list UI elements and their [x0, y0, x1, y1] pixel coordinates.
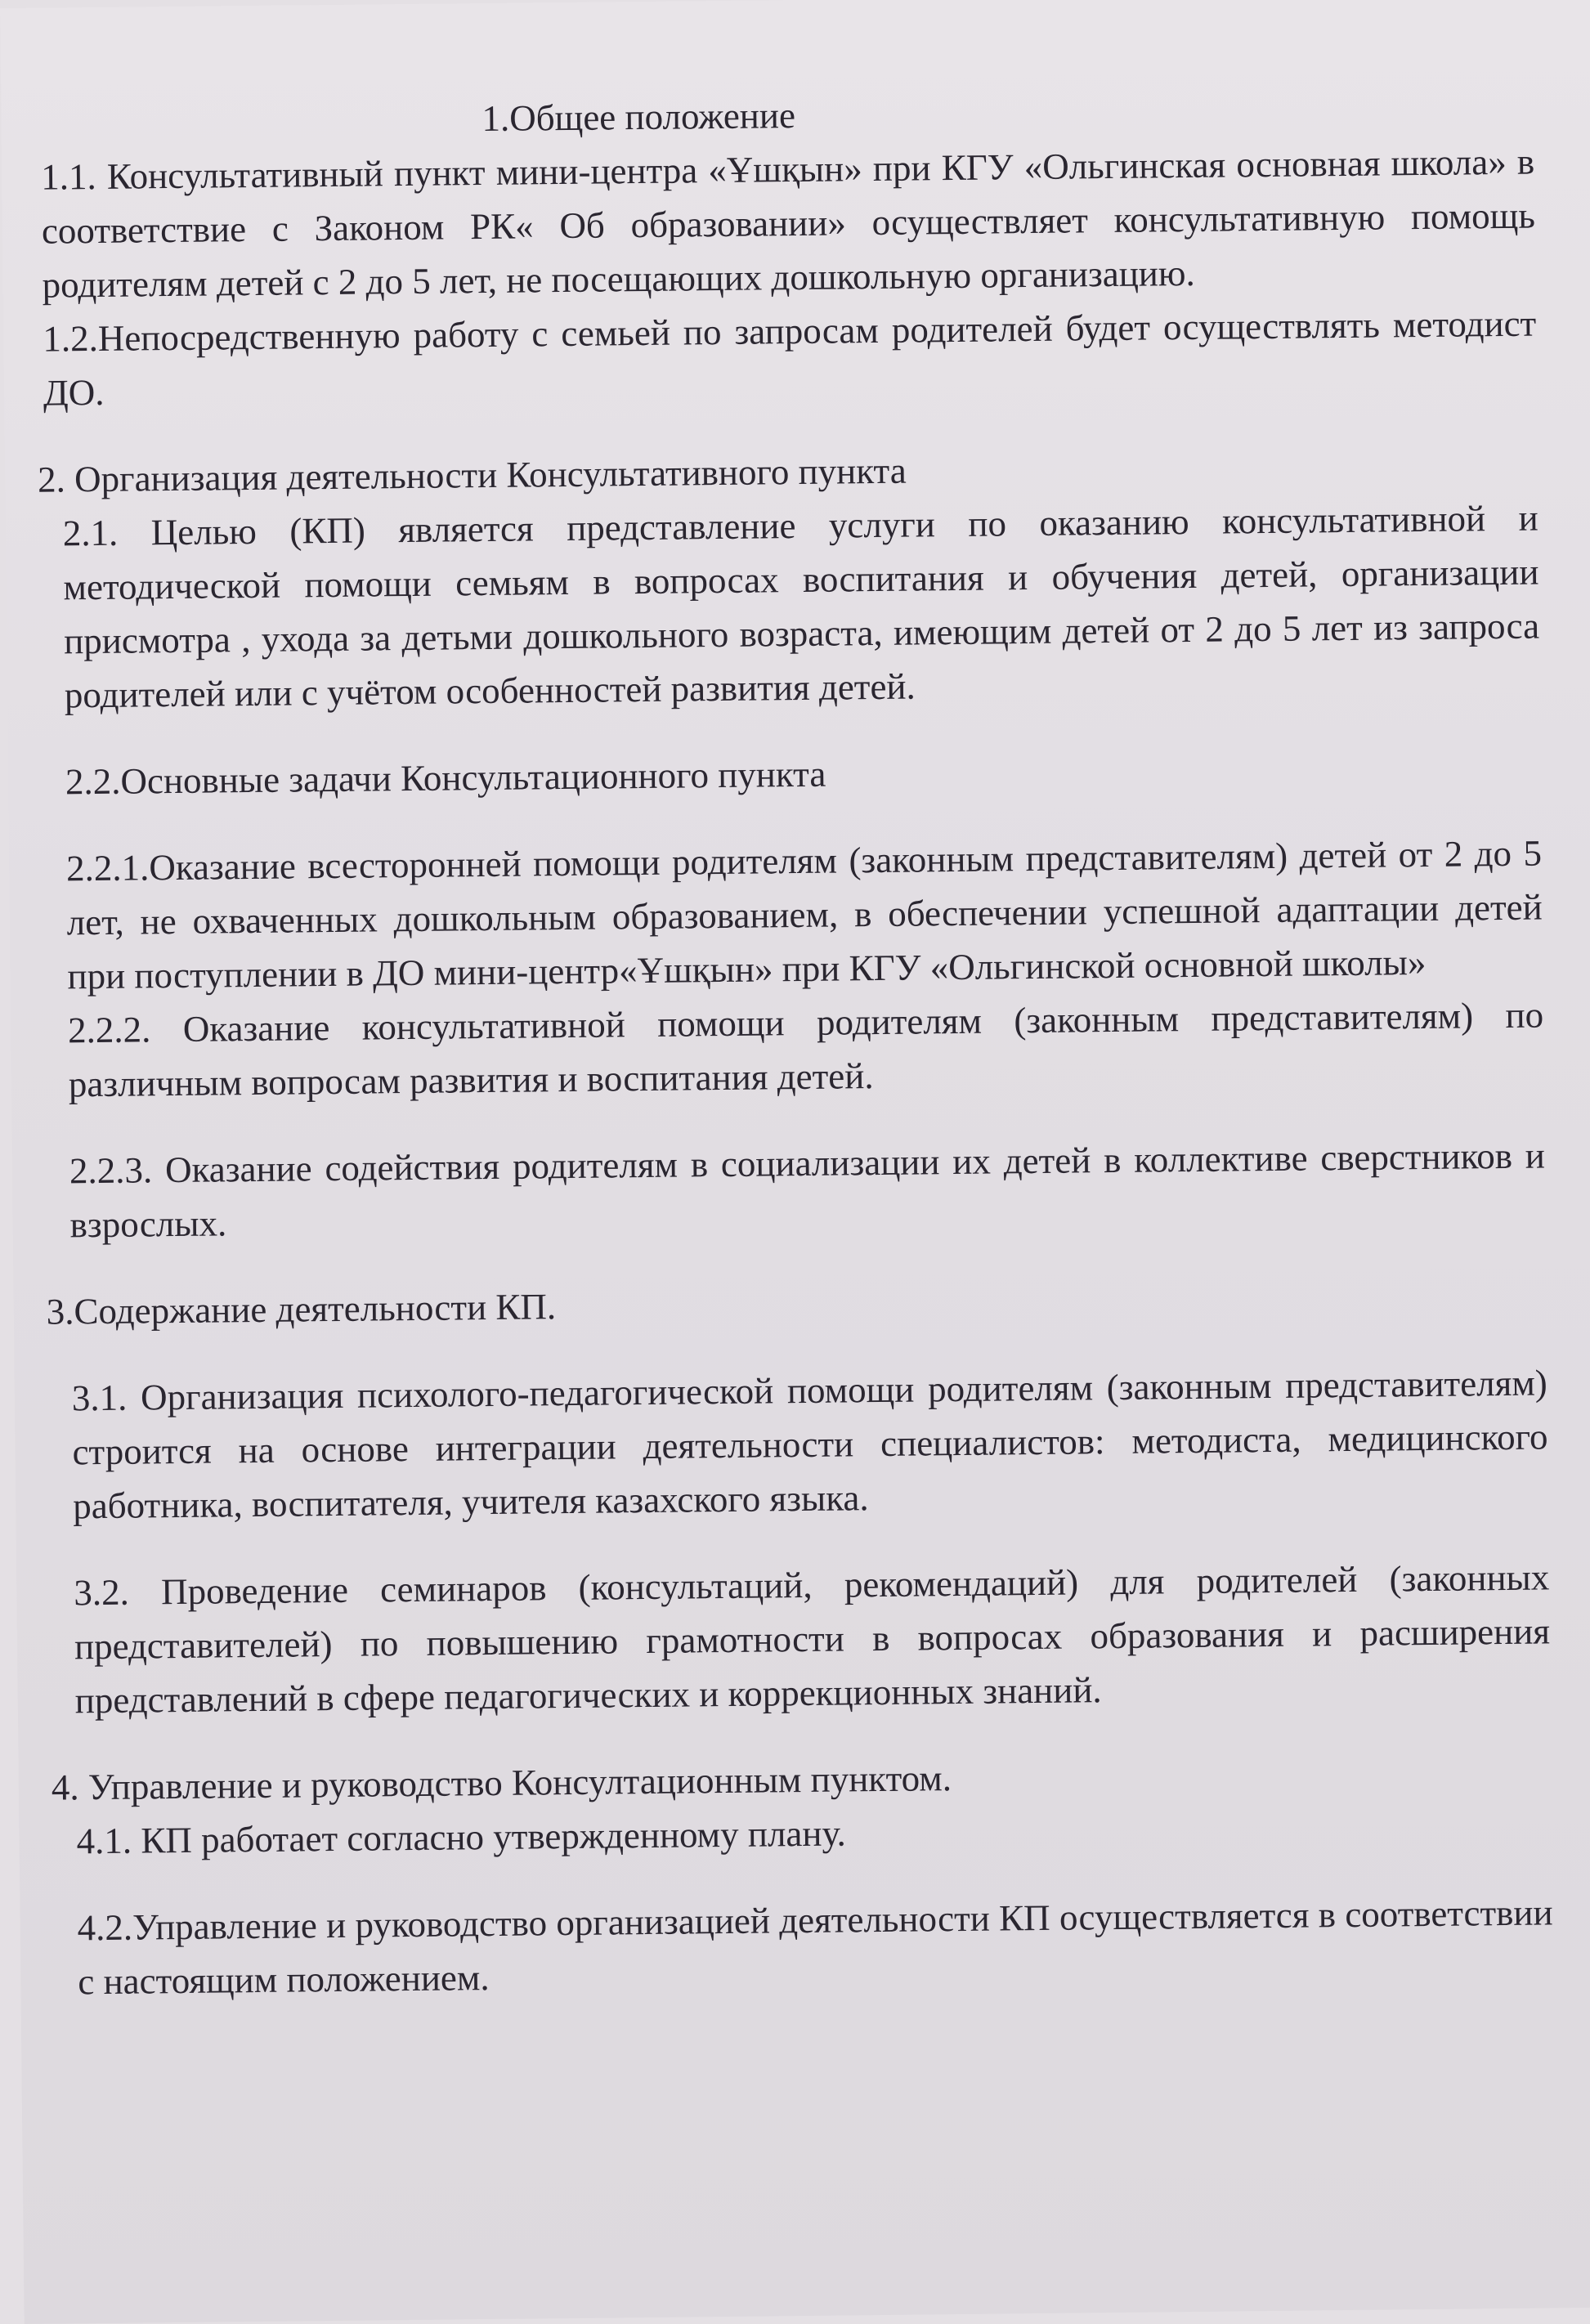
section-4	[52, 1744, 1554, 2008]
section-1	[34, 135, 1537, 420]
section-3	[46, 1269, 1551, 1727]
section-2-heading: 2. Организация деятельности Консультативного пункта	[37, 450, 907, 500]
section-4-heading: 4. Управление и руководство Консултационным пунктом.	[51, 1758, 952, 1808]
paragraph-2-2-3: 2.2.3. Оказание содействия родителям в социализации их детей в коллективе сверстников и взрослых.	[69, 1135, 1546, 1246]
paragraph-3-1: 3.1. Организация психолого-педагогической помощи родителям (законным представителям) строится на основе интеграции деятельности специалистов: методиста, медицинского работника, воспитателя, учителя казахского языка.	[71, 1362, 1548, 1527]
paragraph-1-2: 1.2.Непосредственную работу с семьей по запросам родителей будет осуществлять методист ДО.	[43, 302, 1537, 414]
paragraph-2-2-1: 2.2.1.Оказание всесторонней помощи родителям (законным представителям) детей от 2 до 5 лет, не охваченных дошкольным образованием, в обеспечении успешной адаптации детей при поступлении в ДО мини-центр«Ұшқын» при КГУ «Ольгинской основной школы»	[65, 832, 1543, 997]
paragraph-2-1: 2.1. Целью (КП) является представление услуги по оказанию консультативной и методической помощи семьям в вопросах воспитания и обучения детей, организации присмотра , ухода за детьми дошкольного возраста, имеющим детей от 2 до 5 лет из запроса родителей или с учётом особенностей развития детей.	[62, 497, 1540, 716]
section-3-heading: 3.Содержание деятельности КП.	[46, 1286, 557, 1332]
paragraph-4-1: 4.1. КП работает согласно утвержденному плану.	[76, 1812, 846, 1862]
paragraph-3-2: 3.2. Проведение семинаров (консультаций, рекомендаций) для родителей (законных представителей) по повышению грамотности в вопросах образования и расширения представлений в сфере педагогических и коррекционных знаний.	[74, 1556, 1551, 1722]
paragraph-2-2: 2.2.Основные задачи Консультационного пункта	[65, 753, 826, 803]
section-2	[38, 437, 1546, 1252]
paragraph-2-2-2: 2.2.2. Оказание консультативной помощи родителям (законным представителям) по различным вопросам развития и воспитания детей.	[67, 994, 1544, 1105]
document-title: 1.Общее положение	[481, 95, 796, 140]
paragraph-4-2: 4.2.Управление и руководство организацией деятельности КП осуществляется в соответствии с настоящим положением.	[77, 1892, 1553, 2003]
paragraph-1-1: 1.1. Консультативный пункт мини-центра «Ұшқын» при КГУ «Ольгинская основная школа» в соответствие с Законом РК« Об образовании» осуществляет консультативную помощь родителям детей с 2 до 5 лет, не посещающих дошкольную организацию.	[40, 141, 1536, 306]
